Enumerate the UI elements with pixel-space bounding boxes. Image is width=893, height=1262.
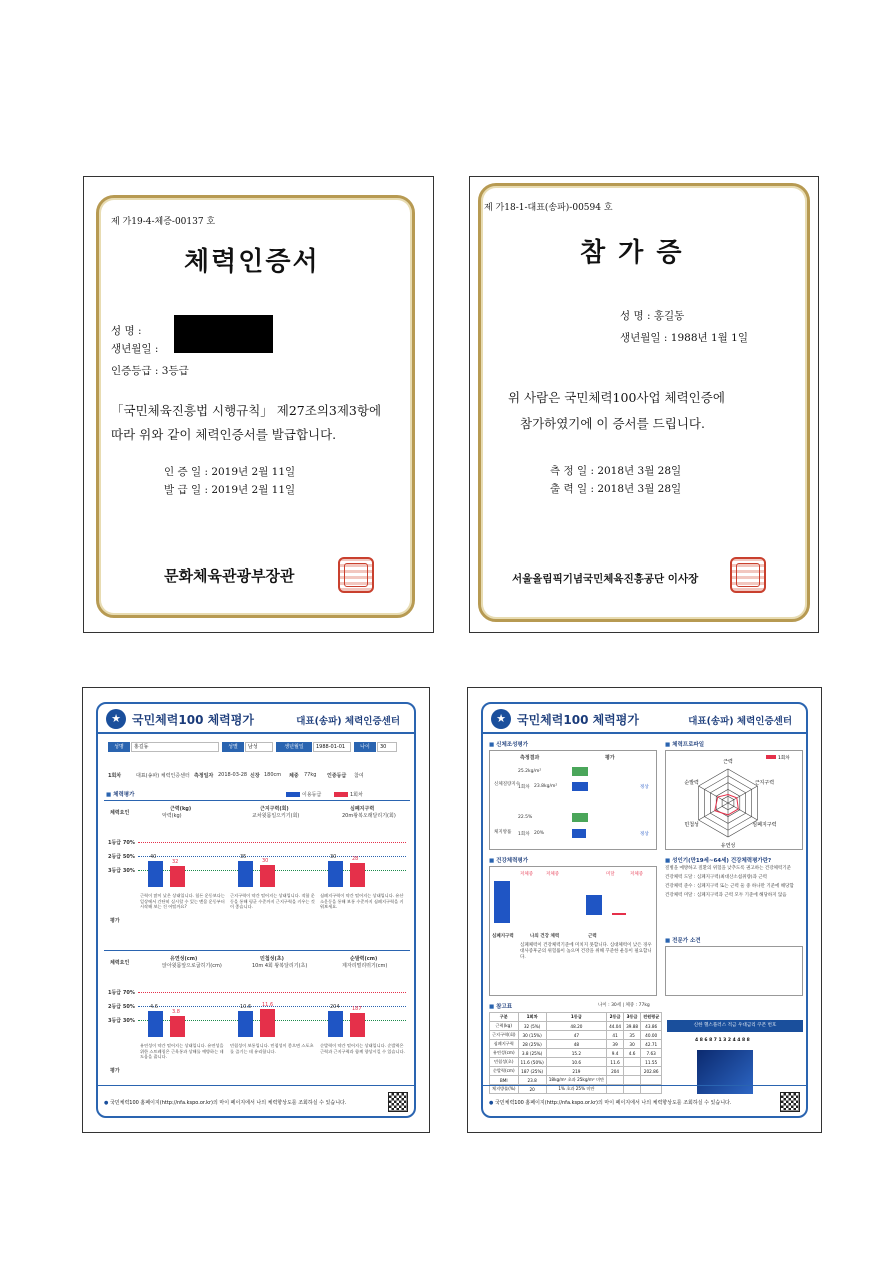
table-cell: 민첩성(초) [490, 1058, 519, 1067]
age-label: 나이 [354, 742, 376, 752]
report-title: 국민체력100 체력평가 [517, 713, 639, 727]
top-label-red: 30 [262, 858, 269, 864]
bmi-value: 23.8kg/m² [534, 784, 558, 789]
birth-label: 생년월일 [276, 742, 312, 752]
table-cell: 15.2 [546, 1049, 606, 1058]
issuer-name: 문화체육관광부장관 [164, 567, 295, 585]
reference-meta: 나이 : 30세 | 체중 : 77kg [598, 1003, 650, 1008]
fat-eval: 정상 [640, 832, 649, 837]
table-cell [624, 1067, 641, 1076]
table-row [490, 1067, 662, 1076]
top-item-sub: 교차윗몸일으키기(회) [252, 813, 300, 819]
legend-current: 1회차 [334, 791, 363, 798]
table-cell: 3.8 (25%) [518, 1049, 546, 1058]
why-item: 질병을 예방하고 질환의 위험을 낮추도록 권고하는 건강체력기준 [665, 866, 791, 871]
strength-threshold-bar [612, 913, 626, 915]
table-cell: 23.8 [518, 1076, 546, 1085]
table-cell: 42.71 [641, 1040, 662, 1049]
qr-code-icon[interactable] [780, 1092, 800, 1112]
grade-line-2-label-2: 2등급 50% [108, 1004, 135, 1010]
fat-avg-label: 22.5% [518, 815, 533, 820]
top-bar-blue [148, 861, 163, 887]
official-seal-icon [338, 557, 374, 593]
fitness-certificate-panel [83, 176, 434, 633]
section-reference: ■ 참고표 [489, 1002, 512, 1010]
bottom-eval-text: 순발력이 약간 떨어지는 상태입니다. 순발력은 근력과 근지구력과 함께 향상시킬 수 있습니다. [320, 1043, 405, 1054]
fitness-report-page-1 [82, 687, 430, 1133]
table-cell: 39 [607, 1040, 624, 1049]
top-bar-blue [328, 861, 343, 887]
profile-box [665, 750, 803, 850]
bottom-label-blue: 4.6 [150, 1004, 158, 1010]
fat-value: 20% [534, 831, 545, 836]
top-item-name: 근지구력(회) [260, 806, 289, 812]
top-eval-text: 근력이 많이 낮은 상태입니다. 힘든 운동보다는 일상에서 간단히 실시할 수 있는 맨몸 운동부터 시작해 보는 건 어떨까요? [140, 893, 225, 910]
table-cell: 30 (15%) [518, 1031, 546, 1040]
table-row [490, 1058, 662, 1067]
participation-certificate-panel [469, 176, 819, 633]
table-cell: 44.04 [607, 1022, 624, 1031]
certificate-body-1: 위 사람은 국민체력100사업 체력인증에 [508, 390, 725, 405]
promo-image [697, 1050, 753, 1094]
grade-value: 참여 [354, 773, 364, 779]
col-result: 측정결과 [520, 755, 540, 761]
health-item-cardio: 심폐지구력 [492, 934, 514, 939]
report-frame [96, 702, 416, 1118]
legend-prev: 이용등급 [286, 791, 321, 798]
fat-avg-bar [572, 813, 588, 822]
runner-logo-icon: ★ [106, 709, 126, 729]
qr-code-icon[interactable] [388, 1092, 408, 1112]
bottom-label-blue: 204 [330, 1004, 340, 1010]
bottom-label-red: 187 [352, 1006, 362, 1012]
footer-rule [483, 1085, 806, 1086]
table-cell: 유연성(cm) [490, 1049, 519, 1058]
table-cell: 204 [607, 1067, 624, 1076]
table-cell: 7.63 [641, 1049, 662, 1058]
table-cell: 2등급 [607, 1013, 624, 1022]
birth-label: 생년월일 : [111, 343, 159, 355]
grade-line-1-label: 1등급 70% [108, 840, 135, 846]
certificate-body-2: 따라 위와 같이 체력인증서를 발급합니다. [111, 427, 337, 442]
name-value: 홍길동 [131, 742, 219, 752]
height-value: 180cm [264, 772, 282, 778]
report-frame [481, 702, 808, 1118]
table-row [490, 1076, 662, 1085]
top-label-red: 32 [172, 859, 179, 865]
table-cell: 187 (25%) [518, 1067, 546, 1076]
bottom-eval-text: 유연성이 약간 떨어지는 상태입니다. 유연성을 위한 스트레칭은 근육통과 상해를 예방하는 데 도움을 줍니다. [140, 1043, 224, 1060]
top-item-sub: 악력(kg) [162, 813, 182, 819]
radar-label: 민첩성 [684, 822, 699, 828]
fitness-radar-chart [666, 751, 804, 851]
table-cell: 1회차 [518, 1013, 546, 1022]
measure-date: 측 정 일 : 2018년 3월 28일 [550, 465, 682, 477]
eval-label: 평가 [110, 918, 120, 924]
bottom-label-red: 11.6 [262, 1002, 274, 1008]
table-cell: 근지구력(회) [490, 1031, 519, 1040]
issuer-name: 서울올림픽기념국민체육진흥공단 이사장 [512, 573, 699, 585]
print-date: 출 력 일 : 2018년 3월 28일 [550, 483, 682, 495]
height-label: 신장 [250, 773, 260, 779]
center-name: 대표(송파) 체력인증센터 [688, 716, 792, 727]
sex-label: 성별 [222, 742, 244, 752]
bottom-item-sub: 10m 4회 왕복달리기(초) [252, 963, 308, 969]
health-col-4: 저체중 [630, 872, 644, 877]
body-composition-table [489, 750, 657, 850]
fitness-certificate [84, 177, 433, 632]
radar-label: 근력 [723, 759, 733, 765]
table-row [490, 1031, 662, 1040]
table-cell: 10.6 [546, 1058, 606, 1067]
table-cell: 202.86 [641, 1067, 662, 1076]
bottom-bar-blue [238, 1011, 253, 1037]
table-cell: 근력(kg) [490, 1022, 519, 1031]
grade-line-1-label-2: 1등급 70% [108, 990, 135, 996]
radar-label: 순발력 [684, 780, 699, 786]
cardio-bar [494, 881, 510, 923]
certification-date: 인 증 일 : 2019년 2월 11일 [164, 466, 296, 478]
table-row [490, 1049, 662, 1058]
fat-label: 체지방률 [494, 830, 512, 835]
top-bar-red [260, 865, 275, 887]
table-cell: 체지방률(%) [490, 1085, 519, 1094]
expert-box [665, 946, 803, 996]
report-header [98, 704, 414, 734]
table-cell: 40.00 [641, 1031, 662, 1040]
why-item: 건강체력 미달 : 심폐지구력과 근력 모두 기준에 해당하지 않음 [665, 893, 787, 898]
bmi-bar [572, 782, 588, 791]
table-cell: BMI [490, 1076, 519, 1085]
table-cell: 39.88 [624, 1022, 641, 1031]
radar-label: 근지구력 [754, 780, 775, 786]
weight-label: 체중 [289, 773, 299, 779]
grade-2-line [138, 856, 406, 857]
round-label: 1회차 [108, 773, 122, 779]
bottom-item-name: 민첩성(초) [260, 956, 284, 962]
table-cell: 30 [624, 1040, 641, 1049]
why-list [665, 866, 803, 899]
table-cell: 48.20 [546, 1022, 606, 1031]
table-cell: 20 [518, 1085, 546, 1094]
promo-code: 4 8 6 8 7 1 3 2 4 4 8 8 [695, 1038, 750, 1043]
table-cell [624, 1058, 641, 1067]
name-label: 성 명 : [111, 325, 142, 337]
certificate-body-2: 참가하였기에 이 증서를 드립니다. [520, 416, 705, 431]
bottom-bar-blue [328, 1011, 343, 1037]
factor-label: 체력요인 [110, 810, 130, 816]
factor-label-2: 체력요인 [110, 960, 130, 966]
radar-label: 유연성 [720, 843, 736, 849]
grade-label: 인증등급 [327, 773, 347, 779]
grade-line: 인증등급 : 3등급 [111, 365, 189, 377]
bottom-item-name: 유연성(cm) [170, 956, 198, 962]
fitness-report-page-2 [467, 687, 822, 1133]
strength-bar [586, 895, 602, 915]
center-value: 대표(송파) 체력인증센터 [136, 773, 190, 779]
top-chart-block [104, 800, 410, 940]
footer-text: ● 국민체력100 홈페이지(http://nfa.kspo.or.kr)의 마이 페이지에서 나의 체력향상도를 조회하실 수 있습니다. [104, 1100, 347, 1106]
table-cell: 48 [546, 1040, 606, 1049]
reference-table [489, 1012, 662, 1094]
table-row [490, 1013, 662, 1022]
health-col-1: 저체중 [520, 872, 534, 877]
section-body-composition: ■ 신체조성평가 [489, 740, 528, 748]
table-row [490, 1022, 662, 1031]
bottom-label-blue: 10.6 [240, 1004, 252, 1010]
table-cell: 43.86 [641, 1022, 662, 1031]
table-cell: 11.6 (50%) [518, 1058, 546, 1067]
top-label-blue: 35 [240, 854, 247, 860]
center-name: 대표(송파) 체력인증센터 [296, 716, 400, 727]
certificate-title: 참 가 증 [580, 238, 684, 268]
table-cell: 3등급 [624, 1013, 641, 1022]
bmi-label: 신체질량지수 [494, 782, 521, 787]
footer-text: ● 국민체력100 홈페이지(http://nfa.kspo.or.kr)의 마이 페이지에서 나의 체력향상도를 조회하실 수 있습니다. [489, 1100, 732, 1106]
bottom-label-red: 3.8 [172, 1009, 180, 1015]
table-cell [624, 1076, 641, 1085]
birth-line: 생년월일 : 1988년 1월 1일 [620, 332, 748, 344]
grade-line-3-label: 3등급 30% [108, 868, 135, 874]
top-eval-text: 심폐지구력이 약간 떨어지는 상태입니다. 유산소운동을 통해 보통 수준까지 심폐지구력을 키워보세요. [320, 893, 404, 910]
issue-date: 발 급 일 : 2019년 2월 11일 [164, 484, 296, 496]
table-cell: 32 (5%) [518, 1022, 546, 1031]
table-row [490, 1040, 662, 1049]
fat-round: 1회차 [518, 832, 530, 837]
bottom-item-sub: 앉아윗몸앞으로굽히기(cm) [162, 963, 222, 969]
why-item: 건강체력 준수 : 심폐지구력 또는 근력 둘 중 하나만 기준에 해당함 [665, 884, 794, 889]
table-cell: 11.55 [641, 1058, 662, 1067]
table-cell: 순발력(cm) [490, 1067, 519, 1076]
bmi-avg-label: 25.2kg/m² [518, 769, 542, 774]
section-health: ■ 건강체력평가 [489, 856, 528, 864]
report-header [483, 704, 806, 734]
bottom-bar-red [170, 1016, 185, 1037]
health-item-strength: 근력 [588, 934, 597, 939]
table-cell: 전원평균 [641, 1013, 662, 1022]
bottom-item-name: 순발력(cm) [350, 956, 378, 962]
radar-legend-label: 1회차 [778, 756, 790, 761]
radar-legend-swatch [766, 755, 776, 759]
why-item: 건강체력 도달 : 심폐지구력(최대산소섭취량)과 근력 [665, 875, 768, 880]
redaction-box [174, 315, 273, 353]
section-expert: ■ 전문가 소견 [665, 936, 701, 944]
name-line: 성 명 : 홍길동 [620, 310, 685, 322]
top-item-name: 근력(kg) [170, 806, 192, 812]
section-why: ■ 성인기(만19세~64세) 건강체력평가란? [665, 856, 771, 864]
radar-spoke [728, 803, 757, 820]
runner-logo-icon: ★ [491, 709, 511, 729]
health-col-2: 저체중 [546, 872, 560, 877]
table-cell: 11.6 [607, 1058, 624, 1067]
section-title-fitness: ■ 체력평가 [106, 790, 134, 798]
top-item-name: 심폐지구력 [350, 806, 375, 812]
table-cell: 4.6 [624, 1049, 641, 1058]
bottom-bar-blue [148, 1011, 163, 1037]
certificate-title: 체력인증서 [184, 247, 320, 277]
top-label-blue: 30 [330, 854, 337, 860]
birth-value: 1988-01-01 [313, 742, 351, 752]
table-cell [641, 1076, 662, 1085]
bottom-chart-block [104, 950, 410, 1090]
radar-spoke [699, 786, 728, 803]
bottom-bar-red [350, 1013, 365, 1037]
table-cell: 1% 초과 25% 미만 [546, 1085, 606, 1094]
name-label: 성명 [108, 742, 130, 752]
sex-value: 남성 [245, 742, 273, 752]
table-cell: 구분 [490, 1013, 519, 1022]
table-cell: 219 [546, 1067, 606, 1076]
grade-1-line-2 [138, 992, 406, 993]
bmi-avg-bar [572, 767, 588, 776]
certificate-number: 제 가18-1-대표(송파)-00594 호 [484, 203, 613, 213]
grade-line-2-label: 2등급 50% [108, 854, 135, 860]
bottom-item-sub: 제자리멀리뛰기(cm) [342, 963, 388, 969]
table-cell: 41 [607, 1031, 624, 1040]
fat-bar [572, 829, 586, 838]
top-bar-red [350, 863, 365, 887]
top-eval-text: 근지구력이 약간 떨어지는 상태입니다. 적합 운동을 통해 평균 수준까지 근지구력을 키우는 것이 좋습니다. [230, 893, 315, 910]
radar-label: 심폐지구력 [752, 822, 777, 828]
table-cell: 심폐지구력 [490, 1040, 519, 1049]
grade-line-3-label-2: 3등급 30% [108, 1018, 135, 1024]
table-cell: 47 [546, 1031, 606, 1040]
health-text: 심폐체력이 건강체력기준에 미치지 못합니다. 심대체력이 낮은 경우 대사증후군의 위험률이 높으며 건강을 위해 꾸준한 운동이 필요합니다. [520, 943, 652, 960]
health-item-mine: 나의 건강 체력 [530, 934, 560, 939]
bottom-bar-red [260, 1009, 275, 1037]
certificate-number: 제 가19-4-체증-00137 호 [111, 217, 216, 227]
promo-title: 신한 헬스플러스 적금 우대금리 쿠폰 번호 [667, 1020, 803, 1032]
bmi-eval: 정상 [640, 785, 649, 790]
radar-spoke [728, 786, 757, 803]
col-eval: 평가 [605, 755, 615, 761]
top-bar-red [170, 866, 185, 887]
table-cell: 18kg/m² 초과 25kg/m² 미만 [546, 1076, 606, 1085]
radar-spoke [699, 803, 728, 820]
table-cell [607, 1076, 624, 1085]
certificate-body-1: 「국민체육진흥법 시행규칙」 제27조의3제3항에 [111, 403, 382, 418]
table-cell: 35 [624, 1031, 641, 1040]
footer-rule [98, 1085, 414, 1086]
participation-certificate [470, 177, 818, 632]
table-cell: 28 (25%) [518, 1040, 546, 1049]
date-value: 2018-03-28 [218, 772, 248, 778]
table-cell: 9.4 [607, 1049, 624, 1058]
top-item-sub: 20m왕복오래달리기(회) [342, 813, 396, 819]
weight-value: 77kg [304, 772, 317, 778]
top-label-red: 28 [352, 856, 359, 862]
official-seal-icon [730, 557, 766, 593]
table-cell: 1등급 [546, 1013, 606, 1022]
top-label-blue: 40 [150, 854, 157, 860]
health-box [489, 866, 657, 996]
section-profile: ■ 체력프로파일 [665, 740, 704, 748]
bmi-round: 1회차 [518, 785, 530, 790]
bottom-eval-text: 민첩성이 보통입니다. 민첩성이 좋으면 스포츠를 즐기는 데 유리합니다. [230, 1043, 314, 1054]
age-value: 30 [377, 742, 397, 752]
report-title: 국민체력100 체력평가 [132, 713, 254, 727]
date-label: 측정일자 [194, 773, 214, 779]
top-bar-blue [238, 861, 253, 887]
grade-1-line [138, 842, 406, 843]
health-col-3: 미달 [606, 872, 615, 877]
eval-label-2: 평가 [110, 1068, 120, 1074]
